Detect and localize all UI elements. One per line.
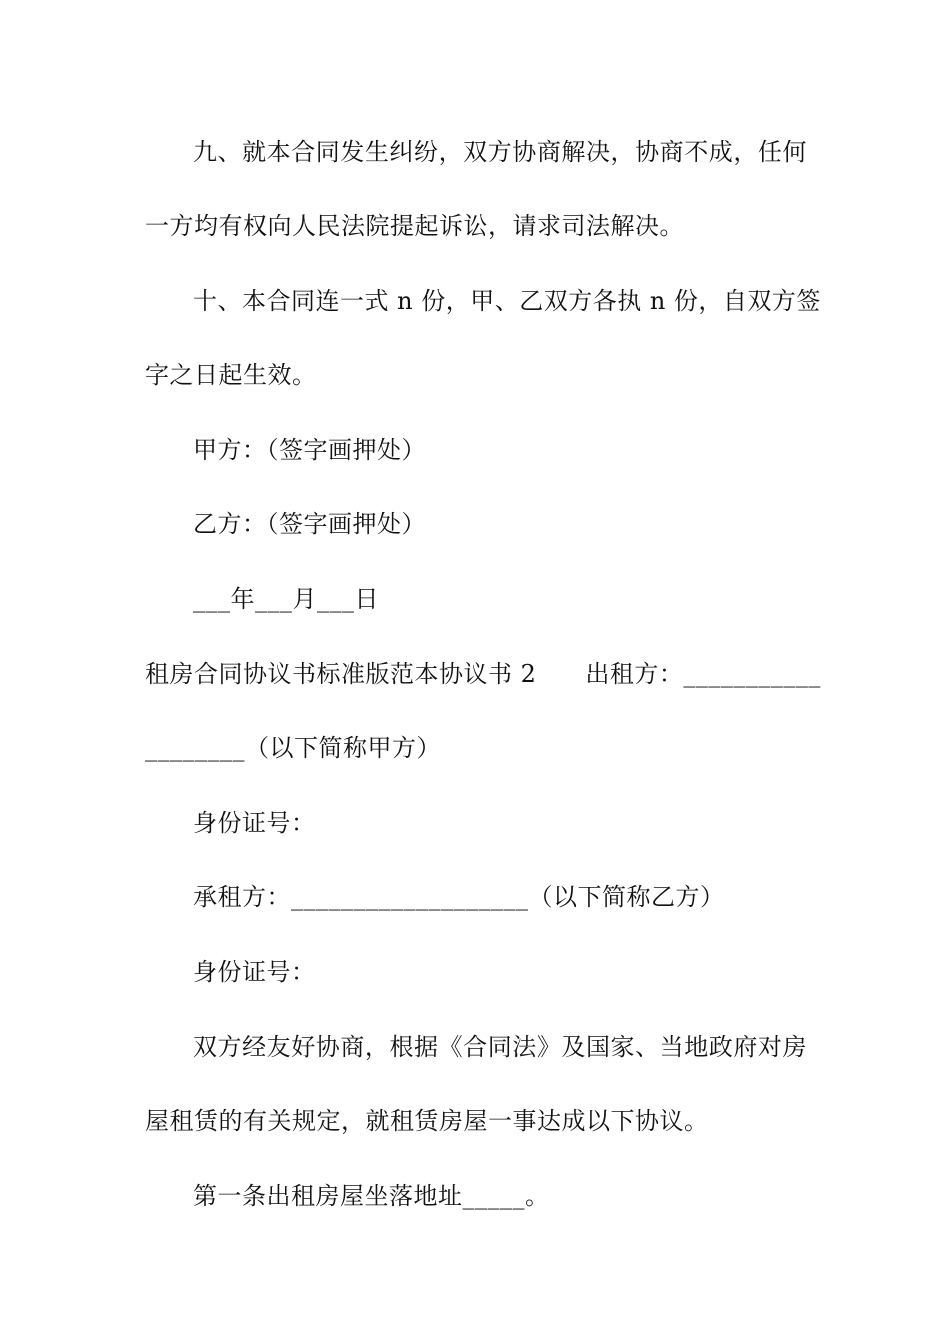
party-a-signature: 甲方：（签字画押处） <box>193 436 426 464</box>
article-1-address: 第一条出租房屋坐落地址_____。 <box>193 1182 550 1210</box>
clause-10-line-2: 字之日起生效。 <box>145 361 317 389</box>
lessor-abbrev-line: ________（以下简称甲方） <box>145 734 441 762</box>
lessee-line: 承租方：___________________（以下简称乙方） <box>193 883 725 911</box>
agreement-intro-line-1: 双方经友好协商，根据《合同法》及国家、当地政府对房 <box>193 1033 807 1061</box>
clause-9-line-2: 一方均有权向人民法院提起诉讼，请求司法解决。 <box>145 212 684 240</box>
party-b-signature: 乙方：（签字画押处） <box>193 510 426 538</box>
clause-10-line-1: 十、本合同连一式 n 份，甲、乙双方各执 n 份，自双方签 <box>193 287 821 315</box>
date-line: ___年___月___日 <box>193 585 379 613</box>
lessee-id-number: 身份证号： <box>193 958 316 986</box>
agreement-intro-line-2: 屋租赁的有关规定，就租赁房屋一事达成以下协议。 <box>145 1107 709 1135</box>
lessor-id-number: 身份证号： <box>193 809 316 837</box>
clause-9-line-1: 九、就本合同发生纠纷，双方协商解决，协商不成，任何 <box>193 138 807 166</box>
section-title-lessor: 租房合同协议书标准版范本协议书 2 出租方：___________ <box>145 660 821 688</box>
